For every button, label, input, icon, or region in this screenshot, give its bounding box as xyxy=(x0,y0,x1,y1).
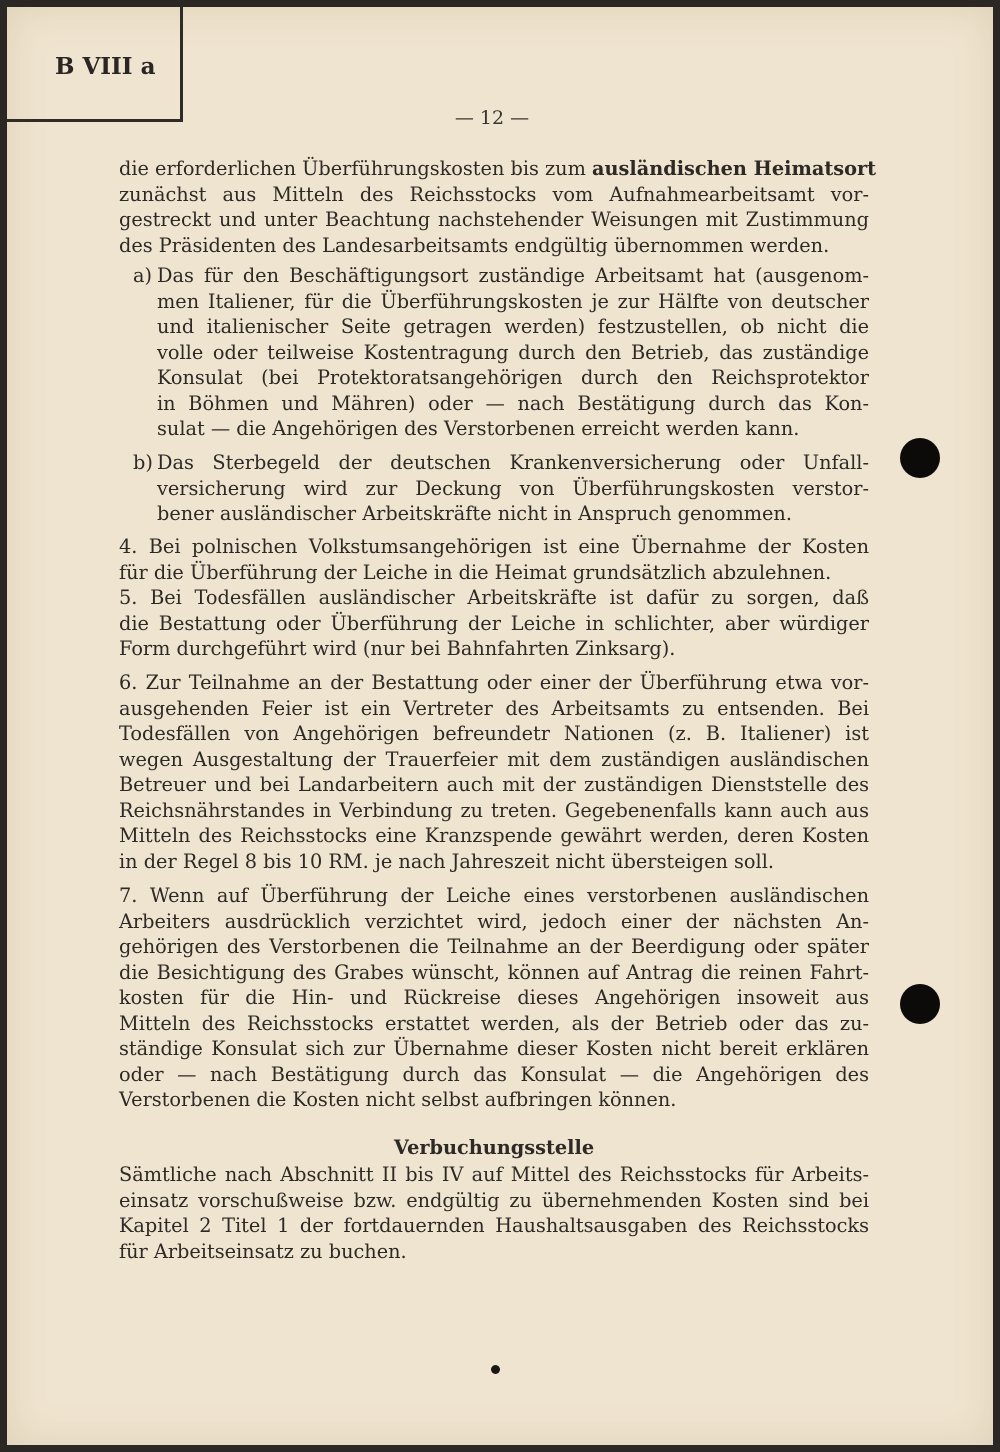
text-line: Betreuer und bei Landarbeitern auch mit der zuständigen Dienststelle des xyxy=(119,773,869,796)
text-line: Arbeiters ausdrücklich verzichtet wird, jedoch einer der nächsten An- xyxy=(119,909,869,933)
booking-paragraph xyxy=(119,1162,869,1264)
text-line: in Böhmen und Mähren) oder — nach Bestätigung durch das Kon- xyxy=(157,391,869,415)
punch-hole-lower xyxy=(900,984,940,1024)
ink-dot xyxy=(491,1365,500,1374)
text-line: die Besichtigung des Grabes wünscht, können auf Antrag die reinen Fahrt- xyxy=(119,960,869,984)
list-item-a xyxy=(133,263,869,442)
text-line: 6. Zur Teilnahme an der Bestattung oder einer der Überführung etwa vor- xyxy=(119,671,869,694)
paragraph-6 xyxy=(119,670,869,874)
text-line: für Arbeitseinsatz zu buchen. xyxy=(119,1239,407,1263)
text-line: einsatz vorschußweise bzw. endgültig zu übernehmenden Kosten sind bei xyxy=(119,1188,869,1212)
text-line: volle oder teilweise Kostentragung durch den Betrieb, das zuständige xyxy=(157,340,869,364)
text-line: men Italiener, für die Überführungskosten je zur Hälfte von deutscher xyxy=(157,289,869,313)
section-heading: Verbuchungsstelle xyxy=(393,1136,595,1159)
text-line: Sämtliche nach Abschnitt II bis IV auf Mittel des Reichsstocks für Arbeits- xyxy=(119,1163,869,1186)
paragraph-4-5 xyxy=(119,534,869,662)
text-line: 7. Wenn auf Überführung der Leiche eines verstorbenen ausländischen xyxy=(119,884,869,907)
text-line: Konsulat (bei Protektoratsangehörigen durch den Reichsprotektor xyxy=(157,366,869,389)
text-line: ständige Konsulat sich zur Übernahme dieser Kosten nicht bereit erklären xyxy=(119,1037,869,1060)
document-page xyxy=(7,7,993,1445)
list-marker: a) xyxy=(133,264,153,287)
text-line: Das für den Beschäftigungsort zuständige Arbeitsamt hat (ausgenom- xyxy=(157,264,869,287)
text-line: sulat — die Angehörigen des Verstorbenen erreicht werden kann. xyxy=(157,417,800,440)
text-line: Mitteln des Reichsstocks erstattet werden, als der Betrieb oder das zu- xyxy=(119,1011,869,1035)
text-line: Verstorbenen die Kosten nicht selbst aufbringen können. xyxy=(119,1088,677,1111)
text-line: 5. Bei Todesfällen ausländischer Arbeitskräfte ist dafür zu sorgen, daß xyxy=(119,586,869,609)
text-line: Reichsnährstandes in Verbindung zu treten. Gegebenenfalls kann auch aus xyxy=(119,798,869,822)
text-line: zunächst aus Mitteln des Reichsstocks vom Aufnahmearbeitsamt vor- xyxy=(119,182,869,206)
section-label-box xyxy=(7,7,183,122)
text-line: für die Überführung der Leiche in die Heimat grundsätzlich abzulehnen. xyxy=(119,560,832,584)
text-line: 4. Bei polnischen Volkstumsangehörigen ist eine Übernahme der Kosten xyxy=(119,535,869,558)
list-marker: b) xyxy=(133,451,153,474)
text-line: kosten für die Hin- und Rückreise dieses Angehörigen insoweit aus xyxy=(119,986,869,1009)
list-item-b xyxy=(133,450,869,527)
text-line: oder — nach Bestätigung durch das Konsulat — die Angehörigen des xyxy=(119,1062,869,1086)
text-line: des Präsidenten des Landesarbeitsamts endgültig übernommen werden. xyxy=(119,233,830,257)
text-line: wegen Ausgestaltung der Trauerfeier mit dem zuständigen ausländischen xyxy=(119,747,869,771)
text-line: gestreckt und unter Beachtung nachstehender Weisungen mit Zustimmung xyxy=(119,208,869,231)
text-line: Das Sterbegeld der deutschen Krankenversicherung oder Unfall- xyxy=(157,451,869,474)
text-line: Form durchgeführt wird (nur bei Bahnfahrten Zinksarg). xyxy=(119,637,676,660)
paragraph-7 xyxy=(119,883,869,1113)
text-line: Kapitel 2 Titel 1 der fortdauernden Haushaltsausgaben des Reichsstocks xyxy=(119,1214,869,1237)
text-line: versicherung wird zur Deckung von Überführungskosten verstor- xyxy=(157,476,869,500)
text-line: die erforderlichen Überführungskosten bis zum ausländischen Heimatsort xyxy=(119,157,877,180)
intro-paragraph xyxy=(119,156,877,258)
text-line: gehörigen des Verstorbenen die Teilnahme an der Beerdigung oder später xyxy=(119,935,869,958)
text-line: Todesfällen von Angehörigen befreundetr Nationen (z. B. Italiener) ist xyxy=(119,722,869,745)
section-label: B VIII a xyxy=(55,53,156,80)
text-line: bener ausländischer Arbeitskräfte nicht in Anspruch genommen. xyxy=(157,502,792,525)
text-line: und italienischer Seite getragen werden) festzustellen, ob nicht die xyxy=(157,315,869,338)
text-line: die Bestattung oder Überführung der Leiche in schlichter, aber würdiger xyxy=(119,611,869,635)
text-line: ausgehenden Feier ist ein Vertreter des Arbeitsamts zu entsenden. Bei xyxy=(119,696,869,720)
punch-hole-upper xyxy=(900,438,940,478)
text-line: in der Regel 8 bis 10 RM. je nach Jahreszeit nicht übersteigen soll. xyxy=(119,849,775,873)
page-number: — 12 — xyxy=(454,107,530,129)
text-line: Mitteln des Reichsstocks eine Kranzspende gewährt werden, deren Kosten xyxy=(119,824,869,847)
